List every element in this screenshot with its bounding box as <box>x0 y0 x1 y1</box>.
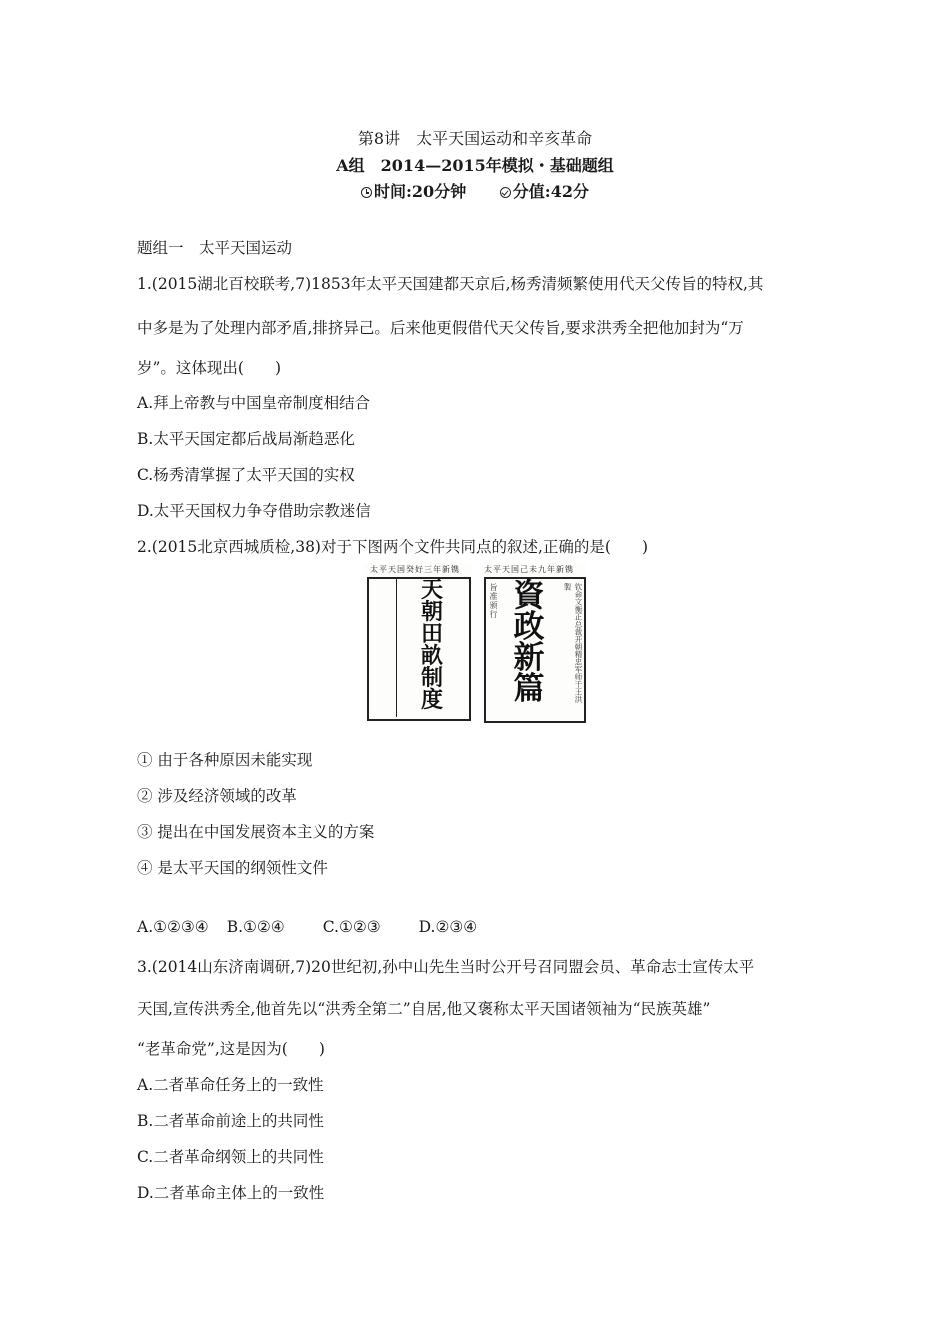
q3-stem-line-2: 天国,宣传洪秀全,他首先以“洪秀全第二”自居,他又褒称太平天国诸领袖为“民族英雄” <box>137 1000 711 1018</box>
check-circle-icon <box>500 187 511 198</box>
q2-statement-2: ② 涉及经济领域的改革 <box>137 787 297 805</box>
q1-option-d: D.太平天国权力争夺借助宗教迷信 <box>137 502 371 520</box>
clock-icon <box>361 187 372 198</box>
q3-option-c: C.二者革命纲领上的共同性 <box>137 1148 324 1166</box>
q1-stem-line-3: 岁”。这体现出( ) <box>137 359 282 377</box>
q1-option-c: C.杨秀清掌握了太平天国的实权 <box>137 466 355 484</box>
q2-option-c: C.①②③ <box>322 918 381 936</box>
right-doc-side-right: 钦命文衡正总裁开朝精忠军师干王洪 製 <box>563 583 583 711</box>
right-doc-title: 資 政 新 篇 <box>513 578 545 707</box>
zizheng-xinpian-document <box>482 563 586 723</box>
q1-option-b: B.太平天国定都后战局渐趋恶化 <box>137 430 355 448</box>
right-doc-header: 太平天国己未九年新镌 <box>484 565 574 574</box>
q1-stem-line-1: 1.(2015湖北百校联考,7)1853年太平天国建都天京后,杨秀清频繁使用代天父传旨的特权,其 <box>137 275 764 293</box>
right-doc-side-left: 旨准颁行 <box>489 583 498 619</box>
time-info: 时间:20分钟 <box>361 182 466 201</box>
q2-statement-1: ① 由于各种原因未能实现 <box>137 751 313 769</box>
score-info: 分值:42分 <box>500 182 589 201</box>
q2-option-a: A.①②③④ <box>137 918 209 936</box>
lecture-title: 第8讲 太平天国运动和辛亥革命 <box>357 129 593 148</box>
q3-option-b: B.二者革命前途上的共同性 <box>137 1112 324 1130</box>
section-heading: 题组一 太平天国运动 <box>137 239 293 257</box>
q1-option-a: A.拜上帝教与中国皇帝制度相结合 <box>137 394 371 412</box>
q2-stem: 2.(2015北京西城质检,38)对于下图两个文件共同点的叙述,正确的是( ) <box>137 538 649 556</box>
tianchao-tianmu-document <box>364 563 472 723</box>
q2-option-d: D.②③④ <box>418 918 478 936</box>
q3-stem-line-1: 3.(2014山东济南调研,7)20世纪初,孙中山先生当时公开号召同盟会员、革命志士宣传太平 <box>137 958 755 976</box>
left-doc-title: 天 朝 田 畝 制 度 <box>420 577 443 713</box>
q3-stem-line-3: “老革命党”,这是因为( ) <box>137 1040 325 1058</box>
q1-stem-line-2: 中多是为了处理内部矛盾,排挤异己。后来他更假借代天父传旨,要求洪秀全把他加封为“万 <box>137 319 744 337</box>
left-doc-header: 太平天国癸好三年新镌 <box>370 565 460 574</box>
q3-option-a: A.二者革命任务上的一致性 <box>137 1076 324 1094</box>
q2-option-b: B.①②④ <box>226 918 285 936</box>
group-title: A组 2014—2015年模拟・基础题组 <box>336 156 614 175</box>
q3-option-d: D.二者革命主体上的一致性 <box>137 1184 325 1202</box>
meta-line <box>0 179 950 202</box>
q2-statement-4: ④ 是太平天国的纲领性文件 <box>137 859 328 877</box>
q2-options <box>137 918 477 936</box>
q2-document-figure <box>364 563 586 723</box>
q2-statement-3: ③ 提出在中国发展资本主义的方案 <box>137 823 375 841</box>
